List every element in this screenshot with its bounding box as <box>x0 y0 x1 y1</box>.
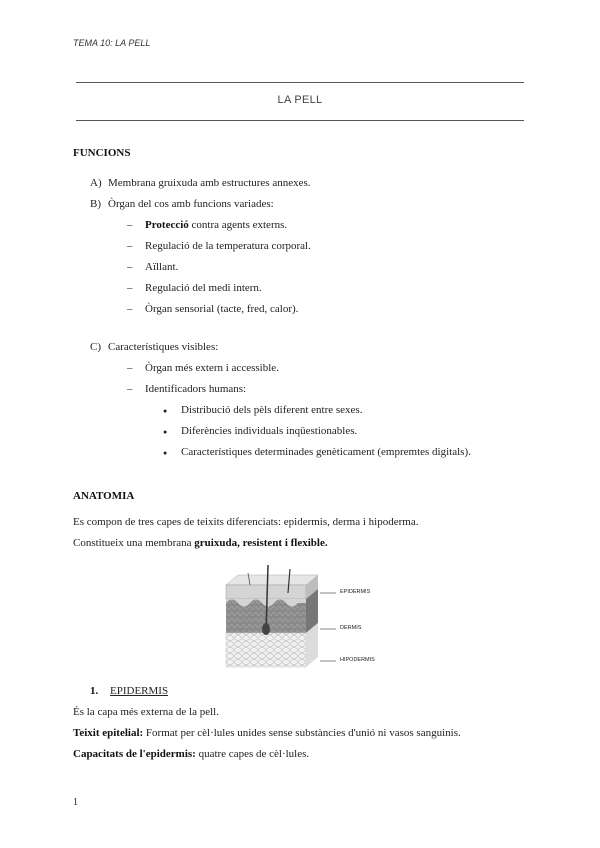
list-item: – Protecció contra agents externs. <box>145 219 287 231</box>
list-marker-a: A) <box>90 177 102 189</box>
paragraph: Es compon de tres capes de teixits diferenciats: epidermis, derma i hipoderma. <box>73 516 419 528</box>
bullet-item: ● Distribució dels pèls diferent entre sexes. <box>181 404 362 416</box>
figure-label: DERMIS <box>340 625 362 631</box>
section-heading-anatomia: ANATOMIA <box>73 490 135 502</box>
paragraph: És la capa més externa de la pell. <box>73 706 219 718</box>
bullet-item: ● Característiques determinades genèticament (empremtes digitals). <box>181 446 471 458</box>
paragraph: Teixit epitelial: Format per cèl·lules unides sense substàncies d'unió ni vasos sanguinis. <box>73 727 461 739</box>
subsection-number: 1. <box>90 685 99 697</box>
figure-label: HIPODERMIS <box>340 657 375 663</box>
list-marker-c: C) <box>90 341 101 353</box>
page-title: LA PELL <box>277 94 323 106</box>
list-item: – Òrgan sensorial (tacte, fred, calor). <box>145 303 298 315</box>
figure-label: EPIDERMIS <box>340 589 371 595</box>
subsection-heading-epidermis: EPIDERMIS <box>110 685 169 697</box>
list-item: – Regulació del medi intern. <box>145 282 262 294</box>
list-item-a: Membrana gruixuda amb estructures annexes. <box>108 177 311 189</box>
bullet-item: ● Diferències individuals inqüestionables. <box>181 425 357 437</box>
list-item: – Aïllant. <box>145 261 178 273</box>
list-item: – Identificadors humans: <box>145 383 246 395</box>
page-number: 1 <box>73 797 78 808</box>
list-item-b: Òrgan del cos amb funcions variades: <box>108 198 274 210</box>
title-rule-top <box>76 82 524 83</box>
list-marker-b: B) <box>90 198 101 210</box>
list-item-c: Característiques visibles: <box>108 341 219 353</box>
title-rule-bottom <box>76 120 524 121</box>
list-item: – Òrgan més extern i accessible. <box>145 362 279 374</box>
list-item: – Regulació de la temperatura corporal. <box>145 240 311 252</box>
paragraph: Capacitats de l'epidermis: quatre capes de cèl·lules. <box>73 748 310 760</box>
paragraph: Constitueix una membrana gruixuda, resistent i flexible. <box>73 537 328 549</box>
section-heading-funcions: FUNCIONS <box>73 147 131 159</box>
running-header: TEMA 10: LA PELL <box>73 38 151 48</box>
